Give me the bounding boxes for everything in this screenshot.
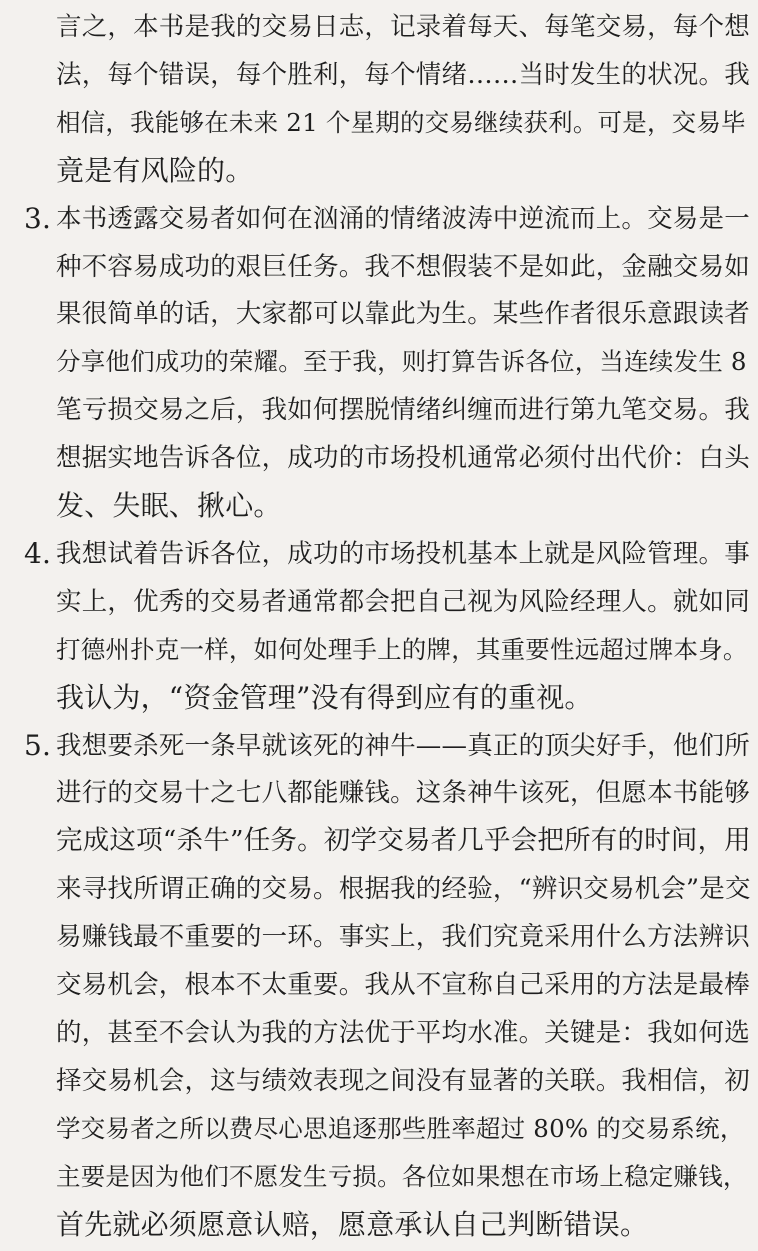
line-text: 想据实地告诉各位，成功的市场投机通常必须付出代价：白头 bbox=[56, 443, 750, 474]
line-text: 种不容易成功的艰巨任务。我不想假装不是如此，金融交易如 bbox=[56, 251, 750, 282]
line-text: 首先就必须愿意认赔，愿意承认自己判断错误。 bbox=[56, 1207, 649, 1241]
line-text: 完成这项“杀牛”任务。初学交易者几乎会把所有的时间，用 bbox=[56, 825, 751, 857]
line-text: 主要是因为他们不愿发生亏损。各位如果想在市场上稳定赚钱， bbox=[56, 1161, 748, 1191]
line-text: 实上，优秀的交易者通常都会把自己视为风险经理人。就如同 bbox=[56, 586, 750, 617]
line-text: 我想试着告诉各位，成功的市场投机基本上就是风险管理。事 bbox=[56, 538, 750, 569]
line-text: 学交易者之所以费尽心思追逐那些胜率超过 80% 的交易系统， bbox=[56, 1113, 745, 1143]
line-text: 竟是有风险的。 bbox=[56, 153, 254, 187]
list-number: 5. bbox=[24, 728, 52, 762]
line-text: 来寻找所谓正确的交易。根据我的经验，“辨识交易机会”是交 bbox=[56, 874, 751, 905]
line-text: 我想要杀死一条早就该死的神牛——真正的顶尖好手，他们所 bbox=[56, 730, 750, 761]
line-text: 易赚钱最不重要的一环。事实上，我们究竟采用什么方法辨识 bbox=[56, 922, 750, 953]
list-number: 4. bbox=[24, 536, 52, 570]
line-text: 择交易机会，这与绩效表现之间没有显著的关联。我相信，初 bbox=[56, 1065, 750, 1096]
line-text: 发、失眠、揪心。 bbox=[56, 489, 282, 522]
line-text: 果很简单的话，大家都可以靠此为生。某些作者很乐意跟读者 bbox=[56, 299, 750, 330]
line-text: 本书透露交易者如何在汹涌的情绪波涛中逆流而上。交易是一 bbox=[56, 203, 750, 234]
list-number: 3. bbox=[24, 201, 52, 235]
line-text: 的，甚至不会认为我的方法优于平均水准。关键是：我如何选 bbox=[56, 1017, 750, 1048]
line-text: 打德州扑克一样，如何处理手上的牌，其重要性远超过牌本身。 bbox=[56, 634, 748, 664]
line-text: 分享他们成功的荣耀。至于我，则打算告诉各位，当连续发生 8 bbox=[56, 347, 747, 377]
line-text: 交易机会，根本不太重要。我从不宣称自己采用的方法是最棒 bbox=[56, 970, 750, 1000]
line-text: 笔亏损交易之后，我如何摆脱情绪纠缠而进行第九笔交易。我 bbox=[56, 395, 750, 426]
line-text: 言之，本书是我的交易日志，记录着每天、每笔交易，每个想 bbox=[56, 12, 750, 42]
line-text: 进行的交易十之七八都能赚钱。这条神牛该死，但愿本书能够 bbox=[56, 778, 750, 809]
line-text: 我认为，“资金管理”没有得到应有的重视。 bbox=[56, 680, 593, 714]
line-text: 法，每个错误，每个胜利，每个情绪……当时发生的状况。我 bbox=[56, 59, 750, 90]
line-text: 相信，我能够在未来 21 个星期的交易继续获利。可是，交易毕 bbox=[56, 107, 746, 137]
